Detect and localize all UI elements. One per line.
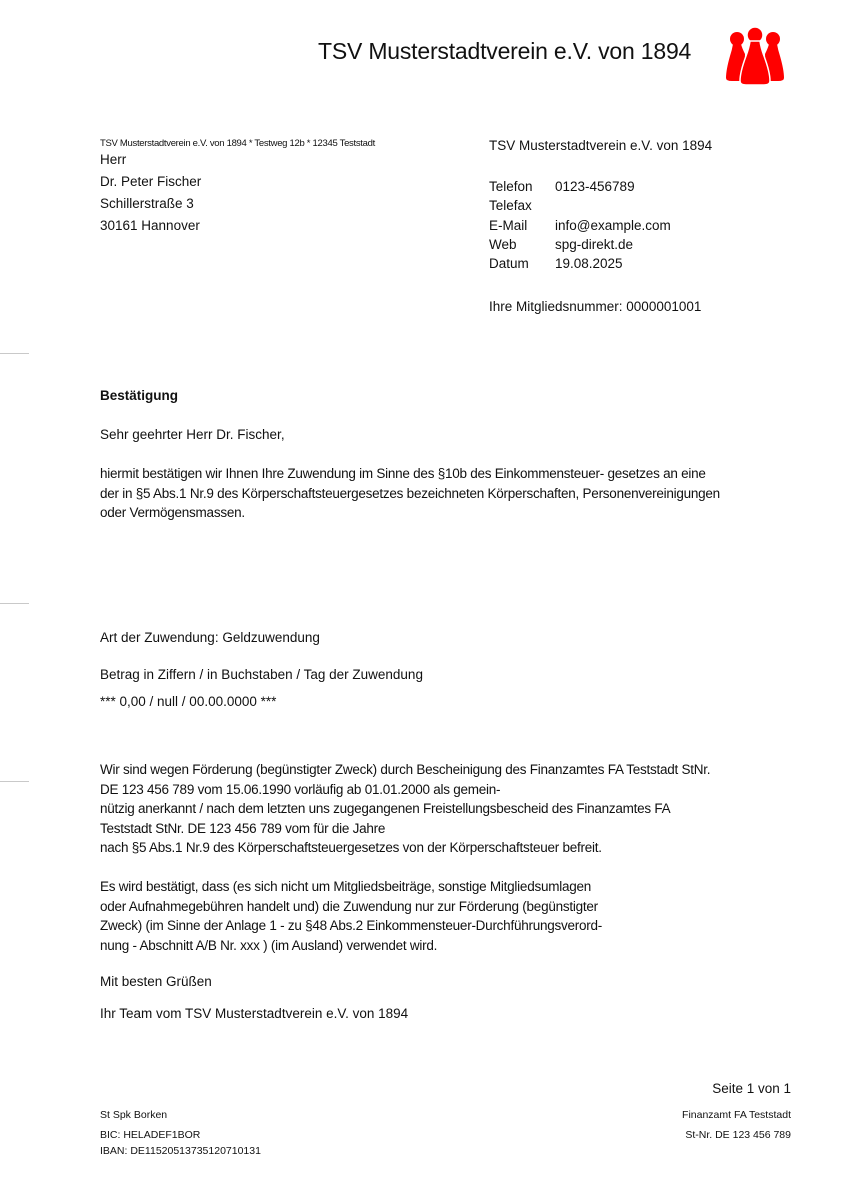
exemption-paragraph: [100, 760, 710, 858]
exemption-line: Wir sind wegen Förderung (begünstigter Zweck) durch Bescheinigung des Finanzamtes FA Teststadt StNr.: [100, 762, 711, 777]
footer-tax-office: Finanzamt FA Teststadt: [682, 1109, 791, 1121]
info-value-email: info@example.com: [555, 218, 671, 233]
confirmation-paragraph: [100, 877, 602, 955]
organization-title: TSV Musterstadtverein e.V. von 1894: [318, 38, 692, 64]
info-value-phone: 0123-456789: [555, 179, 635, 194]
exemption-line: DE 123 456 789 vom 15.06.1990 vorläufig ab 01.01.2000 als gemein-: [100, 781, 501, 797]
exemption-line: Teststadt StNr. DE 123 456 789 vom für die Jahre: [100, 820, 386, 836]
letter-greeting: Sehr geehrter Herr Dr. Fischer,: [100, 427, 285, 442]
footer-iban: IBAN: DE11520513735120710131: [100, 1145, 261, 1157]
info-label-phone: Telefon: [489, 179, 533, 194]
footer-bank-name: St Spk Borken: [100, 1109, 168, 1121]
member-number: Ihre Mitgliedsnummer: 0000001001: [489, 299, 702, 314]
fold-mark-bottom: [0, 781, 29, 782]
confirmation-line: Es wird bestätigt, dass (es sich nicht um Mitgliedsbeiträge, sonstige Mitgliedsumlagen: [100, 879, 591, 894]
fold-mark-top: [0, 353, 29, 354]
info-value-date: 19.08.2025: [555, 256, 623, 271]
exemption-line: nützig anerkannt / nach dem letzten uns zugegangenen Freistellungsbescheid des Finanzamtes FA: [100, 801, 671, 816]
sender-return-line: TSV Musterstadtverein e.V. von 1894 * Testweg 12b * 12345 Teststadt: [100, 138, 375, 149]
letter-subject: Bestätigung: [100, 388, 179, 403]
amount-label: Betrag in Ziffern / in Buchstaben / Tag der Zuwendung: [100, 667, 423, 682]
confirmation-line: nung - Abschnitt A/B Nr. xxx ) (im Ausland) verwendet wird.: [100, 937, 438, 953]
info-label-web: Web: [489, 237, 517, 252]
info-organization: TSV Musterstadtverein e.V. von 1894: [489, 138, 713, 153]
amount-value: *** 0,00 / null / 00.00.0000 ***: [100, 694, 277, 709]
donation-type: Art der Zuwendung: Geldzuwendung: [100, 630, 320, 645]
recipient-street: Schillerstraße 3: [100, 196, 194, 211]
exemption-line: nach §5 Abs.1 Nr.9 des Körperschaftsteuergesetzes von der Körperschaftsteuer befreit.: [100, 840, 602, 855]
fold-mark-center: [0, 603, 29, 604]
footer-bic: BIC: HELADEF1BOR: [100, 1129, 201, 1141]
signature: Ihr Team vom TSV Musterstadtverein e.V. von 1894: [100, 1006, 409, 1021]
confirmation-line: oder Aufnahmegebühren handelt und) die Zuwendung nur zur Förderung (begünstigter: [100, 898, 598, 914]
recipient-salutation: Herr: [100, 152, 127, 167]
logo-pawns: [726, 27, 784, 85]
intro-line: der in §5 Abs.1 Nr.9 des Körperschaftsteuergesetzes bezeichneten Körperschaften, Personenvereinigungen: [100, 485, 720, 501]
confirmation-line: Zweck) (im Sinne der Anlage 1 - zu §48 Abs.2 Einkommensteuer-Durchführungsverord-: [100, 918, 602, 933]
footer-tax-number: St-Nr. DE 123 456 789: [685, 1129, 791, 1141]
page-number: Seite 1 von 1: [712, 1081, 791, 1096]
three-pawns-logo-icon: [724, 26, 786, 86]
info-label-fax: Telefax: [489, 198, 532, 213]
info-label-email: E-Mail: [489, 218, 528, 233]
info-value-web: spg-direkt.de: [555, 237, 634, 252]
intro-paragraph: [100, 464, 720, 523]
intro-line: oder Vermögensmassen.: [100, 505, 245, 520]
info-label-date: Datum: [489, 256, 529, 271]
closing: Mit besten Grüßen: [100, 974, 212, 989]
recipient-city: 30161 Hannover: [100, 218, 200, 233]
recipient-name: Dr. Peter Fischer: [100, 174, 202, 189]
intro-line: hiermit bestätigen wir Ihnen Ihre Zuwendung im Sinne des §10b des Einkommensteuer- gesetzes an eine: [100, 466, 706, 481]
